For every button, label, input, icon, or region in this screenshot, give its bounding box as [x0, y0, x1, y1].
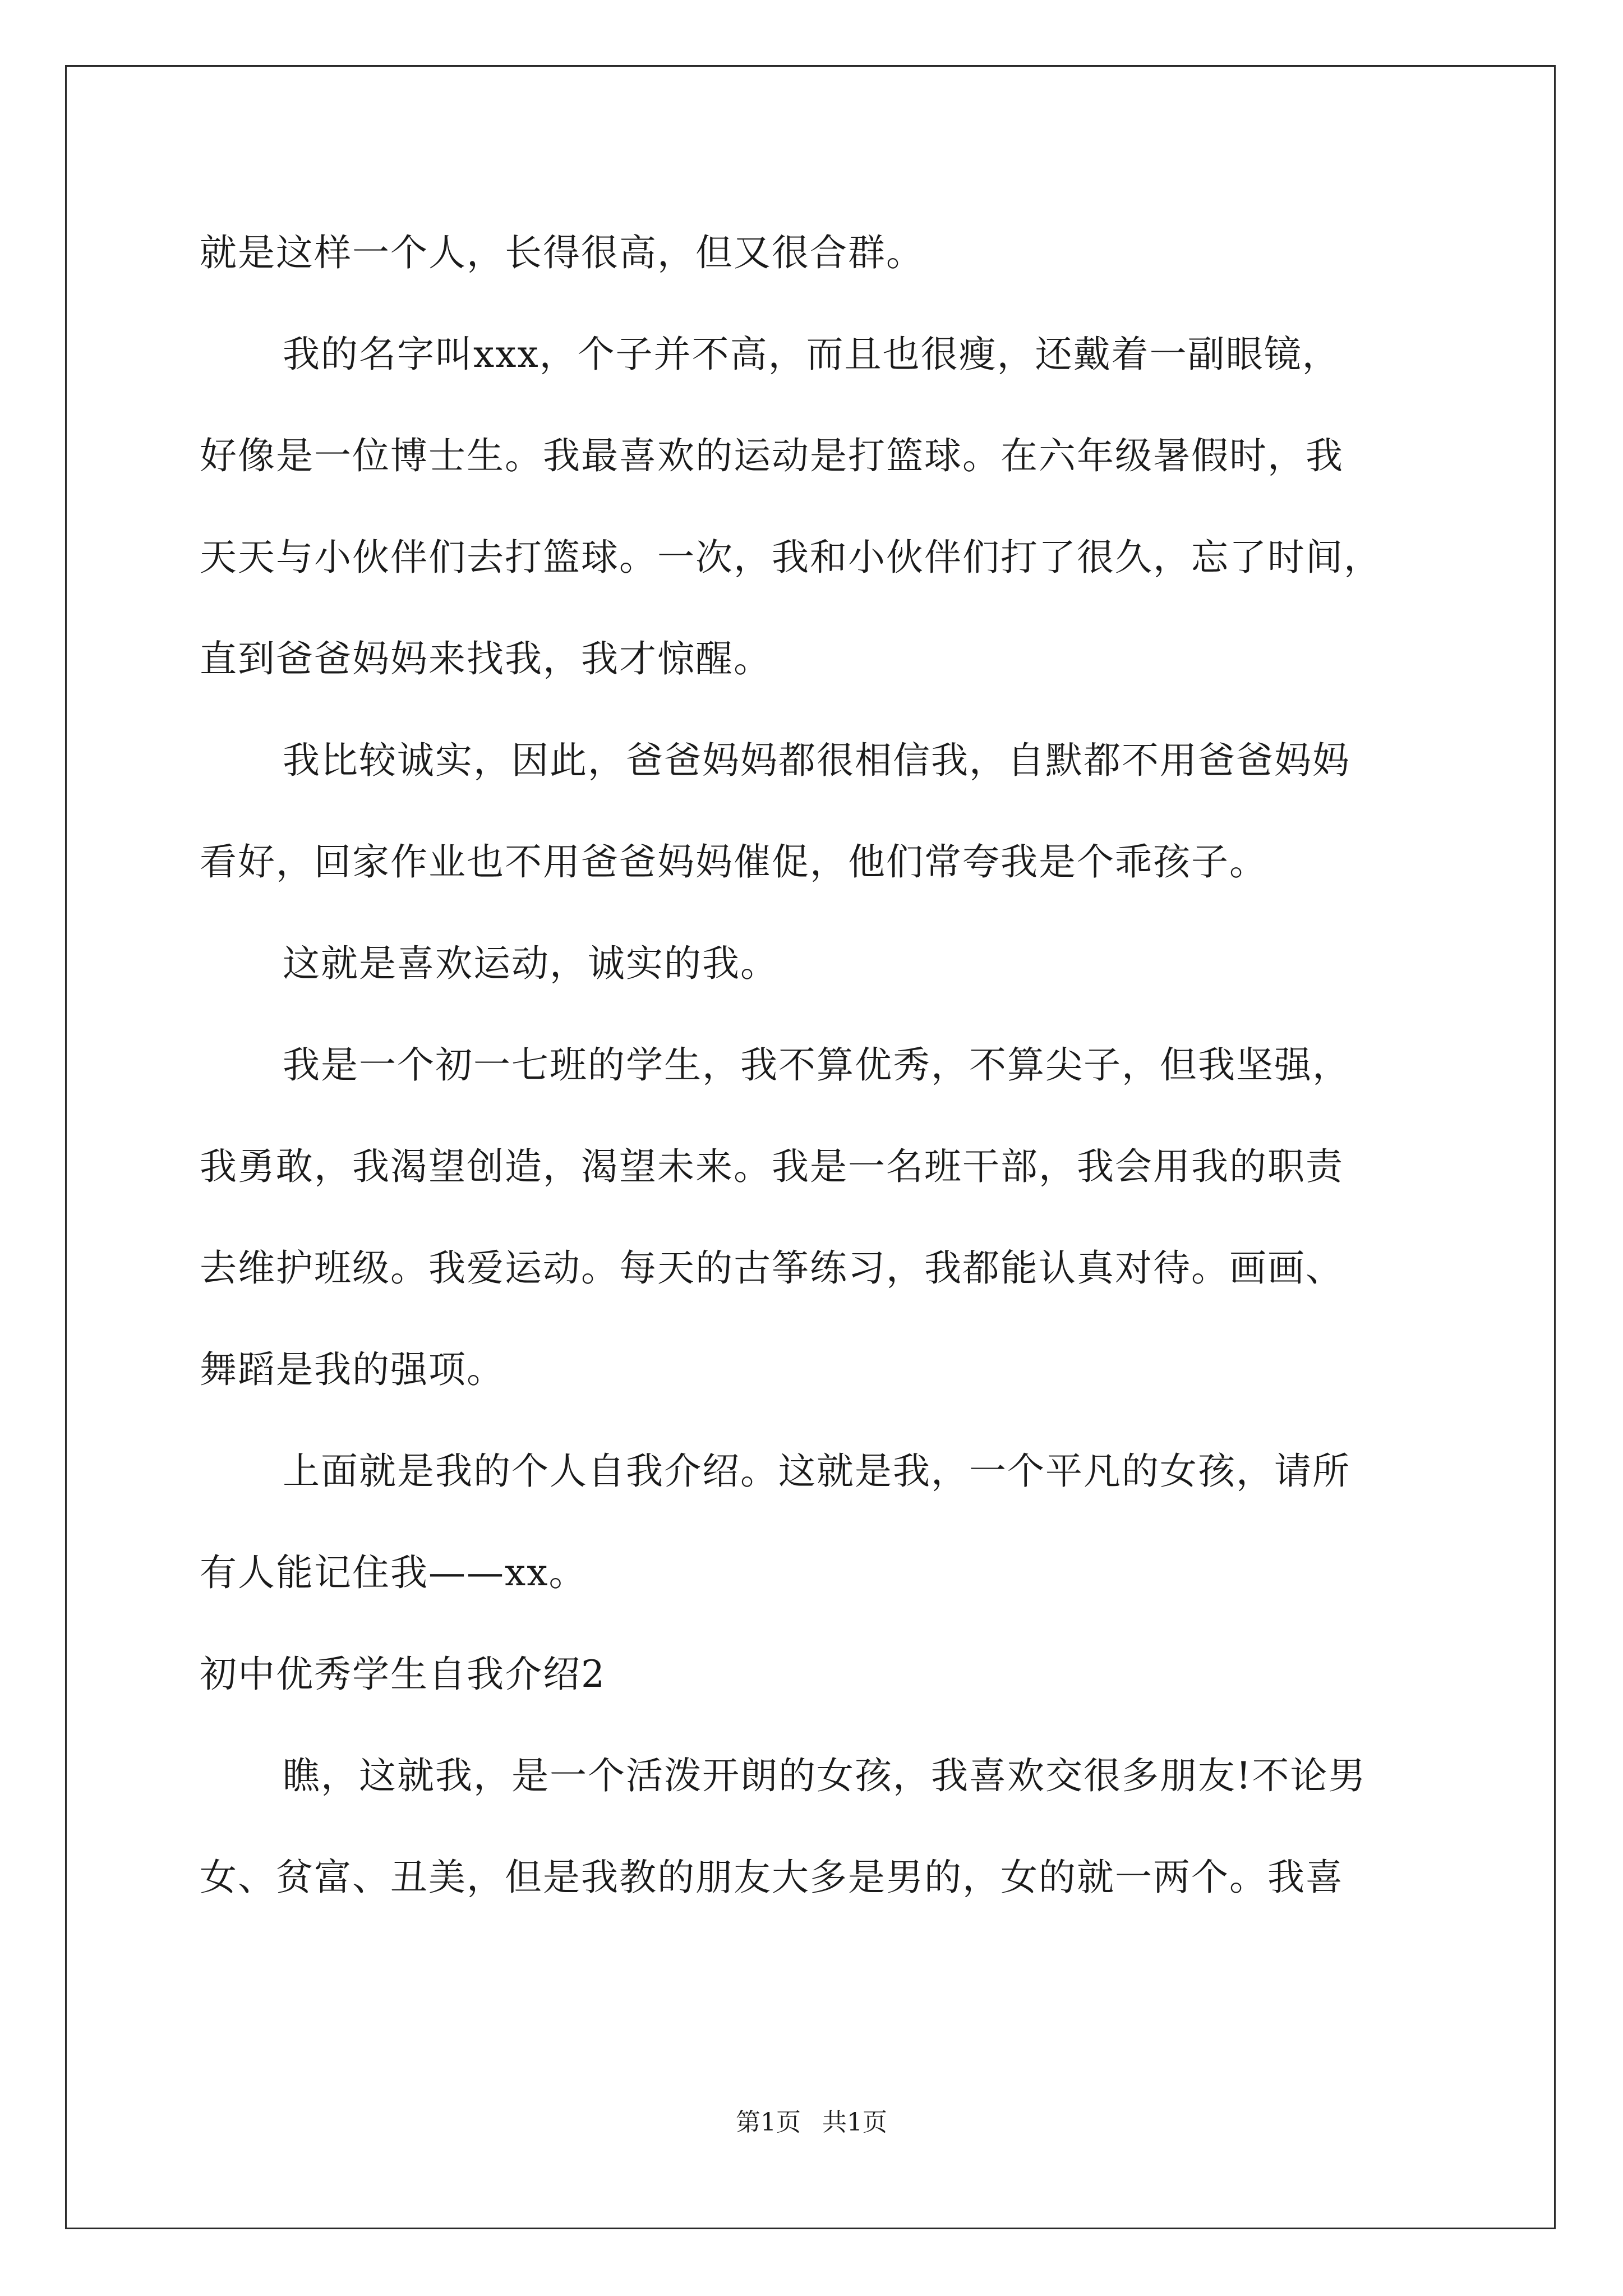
- text-line: 我是一个初一七班的学生，我不算优秀，不算尖子，但我坚强，: [283, 1043, 1350, 1087]
- text-line: 直到爸爸妈妈来找我，我才惊醒。: [200, 637, 772, 680]
- text-line: 去维护班级。我爱运动。每天的古筝练习，我都能认真对待。画画、: [200, 1246, 1344, 1290]
- text-line: 天天与小伙伴们去打篮球。一次，我和小伙伴们打了很久，忘了时间，: [200, 536, 1382, 579]
- text-line: 看好，回家作业也不用爸爸妈妈催促，他们常夸我是个乖孩子。: [200, 840, 1267, 884]
- text-line: 这就是喜欢运动，诚实的我。: [283, 942, 778, 985]
- text-line: 我比较诚实，因此，爸爸妈妈都很相信我，自默都不用爸爸妈妈: [283, 739, 1350, 782]
- text-line: 我勇敢，我渴望创造，渴望未来。我是一名班干部，我会用我的职责: [200, 1145, 1344, 1188]
- section-heading: 初中优秀学生自我介绍2: [200, 1653, 606, 1696]
- text-line: 舞蹈是我的强项。: [200, 1348, 505, 1391]
- page-number-current: 第1页: [736, 2108, 801, 2137]
- page-number-total: 共1页: [822, 2108, 887, 2137]
- document-body: [200, 202, 1461, 1928]
- text-line: 我的名字叫xxx，个子并不高，而且也很瘦，还戴着一副眼镜，: [283, 333, 1340, 376]
- page-footer: [0, 2106, 1623, 2139]
- text-line: 好像是一位博士生。我最喜欢的运动是打篮球。在六年级暑假时，我: [200, 434, 1344, 477]
- text-line: 瞧，这就我，是一个活泼开朗的女孩，我喜欢交很多朋友!不论男: [283, 1754, 1367, 1797]
- text-line: 就是这样一个人，长得很高，但又很合群。: [200, 231, 924, 274]
- text-line: 女、贫富、丑美，但是我教的朋友大多是男的，女的就一两个。我喜: [200, 1856, 1344, 1899]
- text-line: 有人能记住我——xx。: [200, 1551, 587, 1594]
- text-line: 上面就是我的个人自我介绍。这就是我，一个平凡的女孩，请所: [283, 1450, 1350, 1493]
